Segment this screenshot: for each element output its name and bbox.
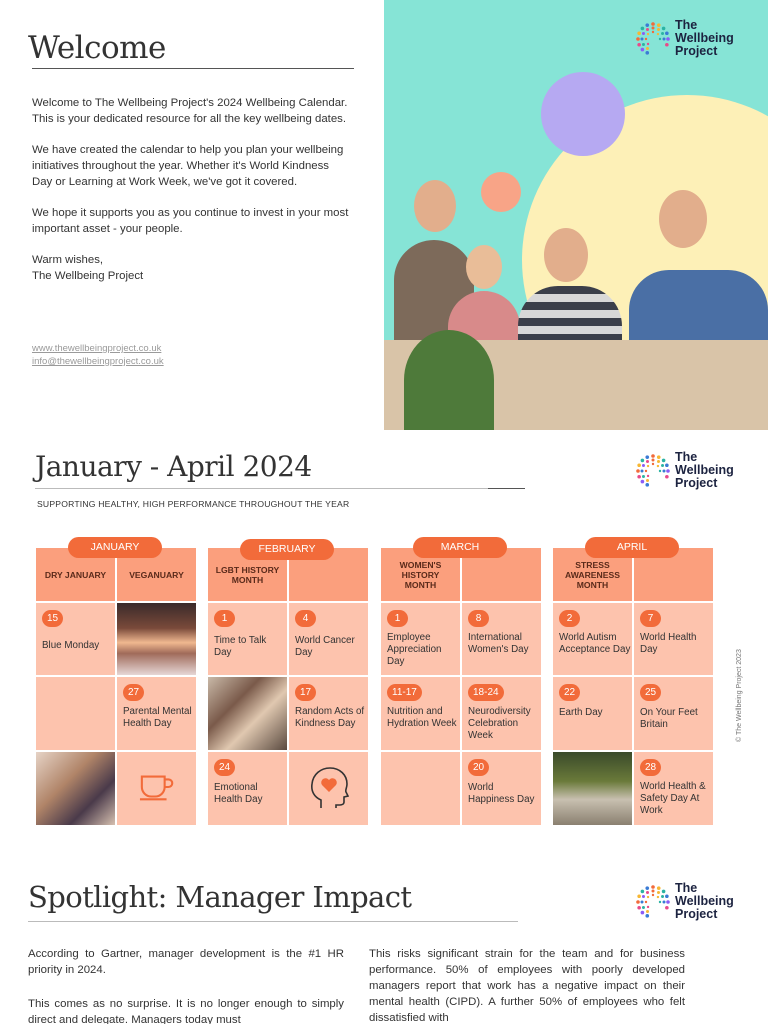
logo-dot xyxy=(665,31,669,35)
logo-dot xyxy=(665,905,669,909)
logo-dot xyxy=(666,469,670,473)
logo-dot xyxy=(666,900,670,904)
contact-links xyxy=(32,342,164,368)
logo-dot xyxy=(652,893,654,895)
welcome-paragraph: Welcome to The Wellbeing Project's 2024 Wellbeing Calendar. This is your dedicated resource for all the key wellbeing dates. xyxy=(32,97,348,125)
logo-dot xyxy=(637,474,641,478)
calendar-day xyxy=(208,752,287,825)
website-link[interactable]: www.thewellbeingproject.co.uk xyxy=(32,343,162,354)
spotlight-divider xyxy=(28,921,518,922)
calendar-day xyxy=(117,677,196,750)
logo-dot xyxy=(646,479,649,482)
logo-dot xyxy=(641,900,644,903)
family-photo xyxy=(36,752,115,825)
event-label: World Health & Safety Day At Work xyxy=(640,781,706,816)
runners-photo xyxy=(553,752,632,825)
calendar-day xyxy=(381,677,460,750)
logo-dot xyxy=(662,889,666,893)
event-label: Neurodiversity Celebration Week xyxy=(468,706,531,741)
date-badge: 17 xyxy=(295,684,316,701)
logo-dot xyxy=(647,474,649,476)
welcome-section xyxy=(0,0,384,430)
date-badge: 1 xyxy=(387,610,408,627)
logo-dot xyxy=(641,37,644,40)
logo-dot xyxy=(657,886,661,890)
month-january xyxy=(36,541,196,825)
logo-dot xyxy=(651,454,655,458)
logo-dot xyxy=(641,458,645,462)
month-april xyxy=(553,541,713,825)
logo-dot xyxy=(663,900,666,903)
calendar-day-empty xyxy=(381,752,460,825)
logo-dot xyxy=(642,475,645,478)
date-badge: 1 xyxy=(214,610,235,627)
logo-dot xyxy=(662,26,666,30)
logo-dot xyxy=(646,27,649,30)
logo-dot xyxy=(645,900,647,902)
date-badge: 8 xyxy=(468,610,489,627)
person-illustration xyxy=(629,190,768,360)
calendar-day xyxy=(36,603,115,675)
heart-head-icon xyxy=(309,765,349,811)
logo-dot xyxy=(645,37,647,39)
calendar-day-empty xyxy=(36,677,115,750)
person-illustration xyxy=(514,228,624,358)
logo-text-line: Wellbeing xyxy=(675,31,734,45)
logo-dot xyxy=(645,455,649,459)
logo-dot xyxy=(663,469,666,472)
date-badge: 2 xyxy=(559,610,580,627)
date-badge: 20 xyxy=(468,759,489,776)
month-label: JANUARY xyxy=(68,537,162,558)
logo-dot xyxy=(636,900,640,904)
logo-dot xyxy=(637,31,641,35)
logo-dot xyxy=(666,37,670,41)
logo-dot xyxy=(642,906,645,909)
calendar-day xyxy=(462,677,541,750)
logo-dot xyxy=(657,895,659,897)
logo-text-line: The xyxy=(675,450,698,464)
logo-text-line: Project xyxy=(675,476,718,490)
logo-dot xyxy=(637,905,641,909)
calendar-day xyxy=(634,603,713,675)
month-label: APRIL xyxy=(585,537,679,558)
logo-dot xyxy=(642,43,645,46)
event-label: Emotional Health Day xyxy=(214,782,263,805)
email-link[interactable]: info@thewellbeingproject.co.uk xyxy=(32,356,164,367)
logo-dot xyxy=(637,42,641,46)
welcome-body xyxy=(32,95,350,284)
month-theme: STRESS AWARENESS MONTH xyxy=(553,548,632,601)
calendar-day xyxy=(634,677,713,750)
logo-dot xyxy=(659,900,661,902)
month-theme: VEGANUARY xyxy=(117,548,196,601)
logo-dot xyxy=(647,895,649,897)
logo-dot xyxy=(646,459,649,462)
spotlight-paragraph: This risks significant strain for the team and for business performance. 50% of employees with poorly developed managers report that work has a negative impact on their mental health (CIPD). A further 50% of employees who felt dissatisfied with xyxy=(369,948,685,1024)
logo-dot xyxy=(657,455,661,459)
calendar-divider-accent xyxy=(488,488,525,489)
logo-dot xyxy=(645,469,647,471)
date-badge: 25 xyxy=(640,684,661,701)
spotlight-column-right xyxy=(369,946,685,1024)
logo-dot xyxy=(646,47,649,50)
event-label: World Cancer Day xyxy=(295,635,355,658)
event-label: Time to Talk Day xyxy=(214,635,267,658)
logo-dot xyxy=(657,32,659,34)
brand-logo xyxy=(636,19,734,58)
logo-text-line: Wellbeing xyxy=(675,894,734,908)
event-label: World Happiness Day xyxy=(468,782,535,805)
logo-dot xyxy=(636,37,640,41)
signoff xyxy=(32,252,350,284)
logo-dot xyxy=(641,889,645,893)
calendar-day xyxy=(381,603,460,675)
date-badge: 22 xyxy=(559,684,580,701)
logo-dot xyxy=(657,459,660,462)
brand-logo xyxy=(636,451,734,490)
tea-cup-icon xyxy=(139,772,177,802)
logo-dot xyxy=(663,37,666,40)
logo-dot xyxy=(661,895,664,898)
event-label: Blue Monday xyxy=(42,640,100,651)
spotlight-paragraph: This comes as no surprise. It is no longer enough to simply direct and delegate. Managers today must xyxy=(28,998,344,1024)
logo-text-line: Wellbeing xyxy=(675,463,734,477)
date-badge: 15 xyxy=(42,610,63,627)
logo-dot xyxy=(651,22,655,26)
date-badge: 28 xyxy=(640,759,661,776)
calendar-decoration xyxy=(289,752,368,825)
logo-dot xyxy=(657,890,660,893)
wellbeing-logo-icon xyxy=(636,885,670,919)
logo-dot xyxy=(645,51,649,55)
logo-dot xyxy=(647,905,649,907)
logo-dot xyxy=(657,464,659,466)
logo-dot xyxy=(657,27,660,30)
logo-dot xyxy=(661,32,664,35)
logo-dot xyxy=(637,894,641,898)
logo-dot xyxy=(642,464,645,467)
date-badge: 11-17 xyxy=(387,684,422,701)
date-badge: 7 xyxy=(640,610,661,627)
logo-dot xyxy=(652,26,655,29)
logo-dot xyxy=(665,474,669,478)
welcome-paragraph: We hope it supports you as you continue to invest in your most important asset - your people. xyxy=(32,207,349,235)
event-label: Parental Mental Health Day xyxy=(123,706,192,729)
logo-dot xyxy=(651,885,655,889)
logo-dot xyxy=(641,910,645,914)
calendar-day xyxy=(634,752,713,825)
wellbeing-logo-icon xyxy=(636,22,670,56)
calendar-divider xyxy=(35,488,525,489)
event-label: International Women's Day xyxy=(468,632,529,655)
person-illustration xyxy=(404,330,494,430)
signoff-name: The Wellbeing Project xyxy=(32,270,144,282)
event-label: World Health Day xyxy=(640,632,697,655)
logo-dot xyxy=(636,469,640,473)
month-march xyxy=(381,541,541,825)
month-theme: LGBT HISTORY MONTH xyxy=(208,548,287,601)
month-february xyxy=(208,543,368,825)
purple-circle-decoration xyxy=(541,72,625,156)
event-label: Nutrition and Hydration Week xyxy=(387,706,457,729)
signoff-line: Warm wishes, xyxy=(32,254,104,266)
calendar-day xyxy=(208,603,287,675)
logo-dot xyxy=(652,458,655,461)
logo-dot xyxy=(645,23,649,27)
logo-dot xyxy=(661,464,664,467)
date-badge: 27 xyxy=(123,684,144,701)
logo-dot xyxy=(659,469,661,471)
spotlight-column-left xyxy=(28,946,344,1024)
calendar-day xyxy=(553,603,632,675)
event-label: Earth Day xyxy=(559,707,603,718)
month-theme: DRY JANUARY xyxy=(36,548,115,601)
calendar-day xyxy=(289,603,368,675)
event-label: Random Acts of Kindness Day xyxy=(295,706,365,729)
logo-dot xyxy=(641,479,645,483)
logo-text-line: Project xyxy=(675,907,718,921)
logo-dot xyxy=(652,30,654,32)
copyright-note: © The Wellbeing Project 2023 xyxy=(736,649,743,742)
logo-text-line: The xyxy=(675,881,698,895)
spotlight-title: Spotlight: Manager Impact xyxy=(28,880,412,914)
brand-logo xyxy=(636,882,734,921)
logo-dot xyxy=(642,895,645,898)
logo-dot xyxy=(652,462,654,464)
calendar-day xyxy=(553,677,632,750)
logo-dot xyxy=(645,483,649,487)
logo-dot xyxy=(641,47,645,51)
calendar-day xyxy=(289,677,368,750)
calendar-decoration xyxy=(117,752,196,825)
peach-circle-decoration xyxy=(481,172,521,212)
month-label: FEBRUARY xyxy=(240,539,334,560)
calendar-subtitle: SUPPORTING HEALTHY, HIGH PERFORMANCE THROUGHOUT THE YEAR xyxy=(37,499,350,509)
logo-dot xyxy=(665,894,669,898)
winter-forest-photo xyxy=(117,603,196,675)
logo-dot xyxy=(646,890,649,893)
logo-dot xyxy=(647,464,649,466)
logo-dot xyxy=(652,889,655,892)
spotlight-paragraph: According to Gartner, manager development is the #1 HR priority in 2024. xyxy=(28,948,344,976)
date-badge: 18-24 xyxy=(468,684,504,701)
wellbeing-logo-icon xyxy=(636,454,670,488)
welcome-paragraph: We have created the calendar to help you plan your wellbeing initiatives throughout the year. Whether it's World Kindness Day or Learning at Work Week, we've got it covered. xyxy=(32,144,344,188)
logo-dot xyxy=(646,910,649,913)
logo-dot xyxy=(642,32,645,35)
logo-text-line: The xyxy=(675,18,698,32)
logo-text-line: Project xyxy=(675,44,718,58)
friends-photo xyxy=(208,677,287,750)
logo-dot xyxy=(665,463,669,467)
calendar-day xyxy=(462,603,541,675)
logo-dot xyxy=(637,463,641,467)
logo-dot xyxy=(641,26,645,30)
date-badge: 24 xyxy=(214,759,235,776)
date-badge: 4 xyxy=(295,610,316,627)
logo-dot xyxy=(657,23,661,27)
hero-image xyxy=(384,0,768,430)
logo-dot xyxy=(662,458,666,462)
event-label: World Autism Acceptance Day xyxy=(559,632,631,655)
logo-dot xyxy=(647,42,649,44)
calendar-title: January - April 2024 xyxy=(35,450,312,483)
logo-dot xyxy=(645,886,649,890)
logo-dot xyxy=(641,469,644,472)
welcome-divider xyxy=(32,68,354,69)
event-label: On Your Feet Britain xyxy=(640,707,698,730)
event-label: Employee Appreciation Day xyxy=(387,632,442,667)
logo-dot xyxy=(665,42,669,46)
month-label: MARCH xyxy=(413,537,507,558)
logo-dot xyxy=(645,914,649,918)
calendar-day xyxy=(462,752,541,825)
welcome-title: Welcome xyxy=(28,30,166,66)
month-theme: WOMEN'S HISTORY MONTH xyxy=(381,548,460,601)
logo-dot xyxy=(659,37,661,39)
logo-dot xyxy=(647,32,649,34)
